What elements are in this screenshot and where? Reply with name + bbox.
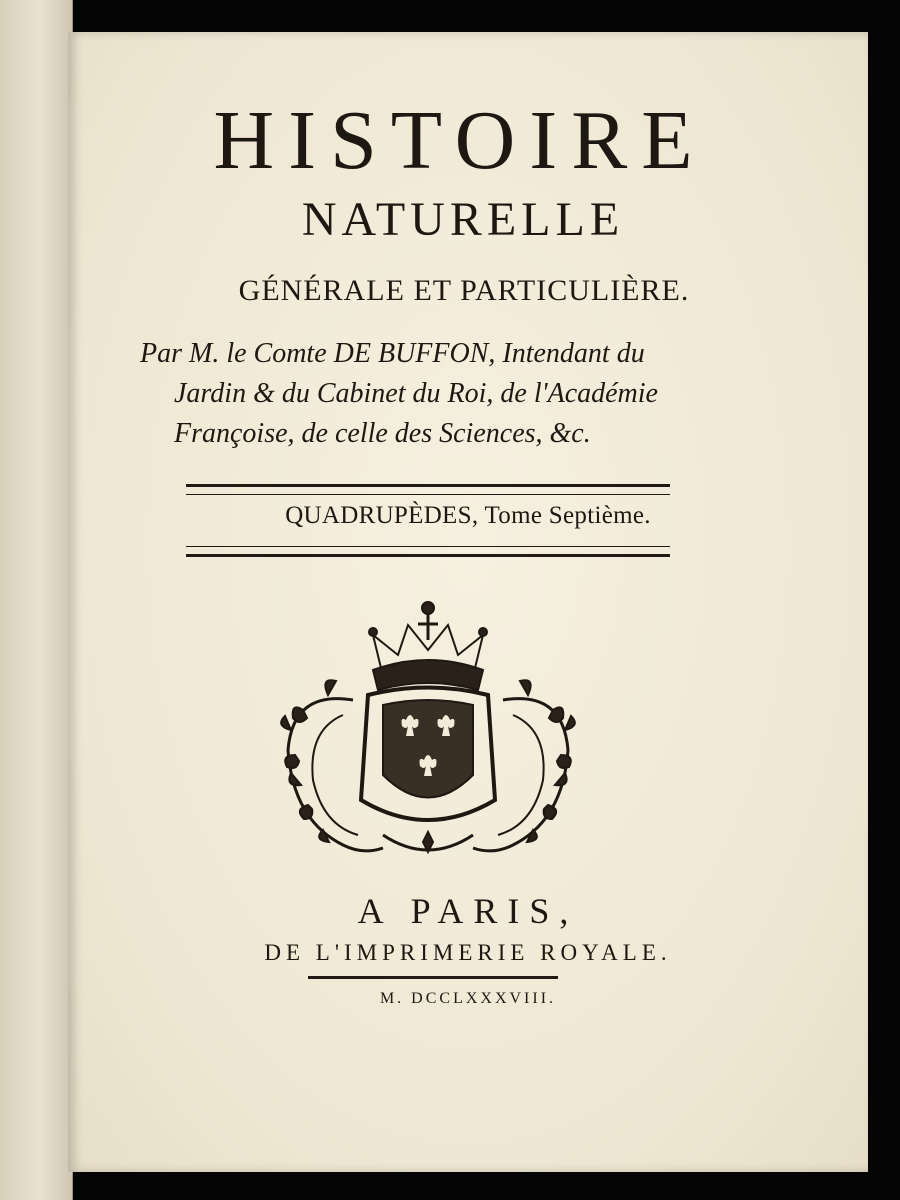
top-double-rule bbox=[186, 484, 670, 495]
title-line-3: GÉNÉRALE ET PARTICULIÈRE. bbox=[238, 274, 690, 307]
imprint-rule bbox=[308, 976, 558, 979]
volume-subtitle: QUADRUPÈDES, Tome Septième. bbox=[285, 502, 651, 529]
imprint-year: M. DCCLXXXVIII. bbox=[379, 990, 557, 1007]
author-line-1: Par M. le Comte DE BUFFON, Intendant du bbox=[140, 338, 645, 369]
title-line-1: HISTOIRE bbox=[213, 94, 707, 187]
title-line-2: NATURELLE bbox=[301, 193, 625, 246]
author-line-2: Jardin & du Cabinet du Roi, de l'Académie bbox=[174, 378, 658, 409]
author-line-3: Françoise, de celle des Sciences, &c. bbox=[174, 418, 591, 449]
title-page bbox=[68, 32, 868, 1172]
imprint-place: A PARIS, bbox=[357, 891, 579, 931]
author-block bbox=[140, 334, 740, 454]
imprint-printer: DE L'IMPRIMERIE ROYALE. bbox=[264, 940, 672, 965]
royal-coat-of-arms bbox=[273, 580, 583, 880]
bottom-double-rule bbox=[186, 546, 670, 557]
